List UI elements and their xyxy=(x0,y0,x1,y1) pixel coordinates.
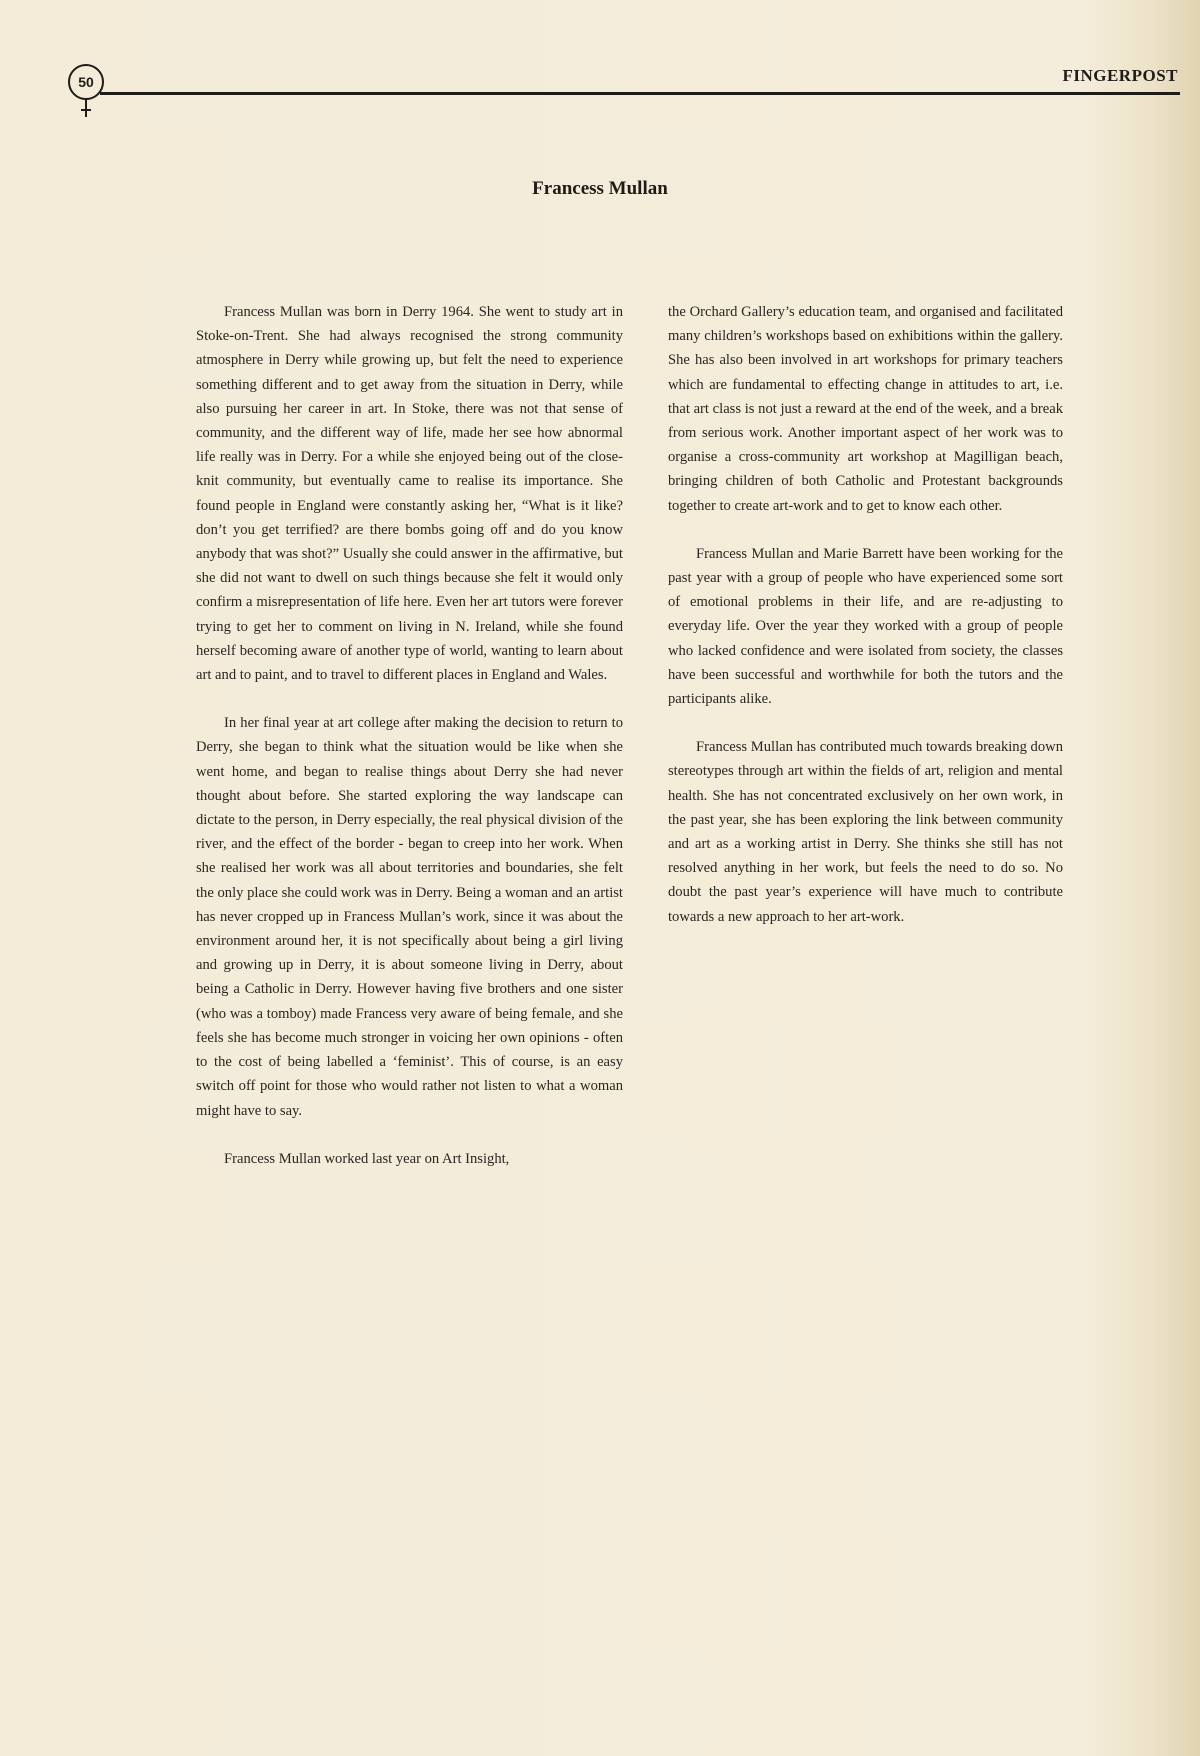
paragraph: In her final year at art college after making the decision to return to Derry, she began to think what the situation would be like when she went home, and began to realise things about Derry she had never thought about before. She started exploring the way landscape can dictate to the person, in Derry especially, the real physical division of the river, and the effect of the border - began to creep into her work. When she realised her work was all about territories and boundaries, she felt the only place she could work was in Derry. Being a woman and an artist has never cropped up in Francess Mullan’s work, since it was about the environment around her, it is not specifically about being a girl living and growing up in Derry, it is about someone living in Derry, about being a Catholic in Derry. However having five brothers and one sister (who was a tomboy) made Francess very aware of being female, and she feels she has become much stronger in voicing her own opinions - often to the cost of being labelled a ‘feminist’. This of course, is an easy switch off point for those who would rather not listen to what a woman might have to say. xyxy=(196,715,623,1119)
paragraph: Francess Mullan worked last year on Art Insight, xyxy=(224,1150,510,1167)
article-title: Francess Mullan xyxy=(532,178,668,199)
header-rule xyxy=(100,92,1180,95)
paragraph: Francess Mullan has contributed much towards breaking down stereotypes through art within the fields of art, religion and mental health. She has not concentrated exclusively on her own work, in the past year, she has been exploring the link between community and art as a working artist in Derry. She thinks she still has not resolved anything in her work, but feels the need to do so. No doubt the past year’s experience will have much to contribute towards a new approach to her art-work. xyxy=(668,739,1063,925)
right-column xyxy=(668,300,1063,953)
venus-symbol-icon xyxy=(80,99,92,117)
paragraph: Francess Mullan was born in Derry 1964. She went to study art in Stoke-on-Trent. She had always recognised the strong community atmosphere in Derry while growing up, but felt the need to experience something different and to get away from the situation in Derry, while also pursuing her career in art. In Stoke, there was not that sense of community, and the different way of life, made her see how abnormal life really was in Derry. For a while she enjoyed being out of the close-knit community, but eventually came to realise its importance. She found people in England were constantly asking her, “What is it like? don’t you get terrified? are there bombs going off and do you know anybody that was shot?” Usually she could answer in the affirmative, but she did not want to dwell on such things because she felt it would only confirm a misrepresentation of life here. Even her art tutors were forever trying to get her to comment on living in N. Ireland, while she found herself becoming aware of another type of world, wanting to learn about art and to paint, and to travel to different places in England and Wales. xyxy=(196,304,623,684)
page-number-badge: 50 xyxy=(68,64,104,100)
paragraph: the Orchard Gallery’s education team, and organised and facilitated many children’s workshops based on exhibitions within the gallery. She has also been involved in art workshops for primary teachers which are fundamental to effecting change in attitudes to art, i.e. that art class is not just a reward at the end of the week, and a break from serious work. Another important aspect of her work was to organise a cross-community art workshop at Magilligan beach, bringing children of both Catholic and Protestant backgrounds together to create art-work and to get to know each other. xyxy=(668,304,1063,514)
running-head: FINGERPOST xyxy=(1062,66,1178,85)
left-column xyxy=(196,300,623,1195)
paragraph: Francess Mullan and Marie Barrett have been working for the past year with a group of people who have experienced some sort of emotional problems in their life, and are re-adjusting to everyday life. Over the year they worked with a group of people who lacked confidence and were isolated from society, the classes have been successful and worthwhile for both the tutors and the participants alike. xyxy=(668,545,1063,708)
